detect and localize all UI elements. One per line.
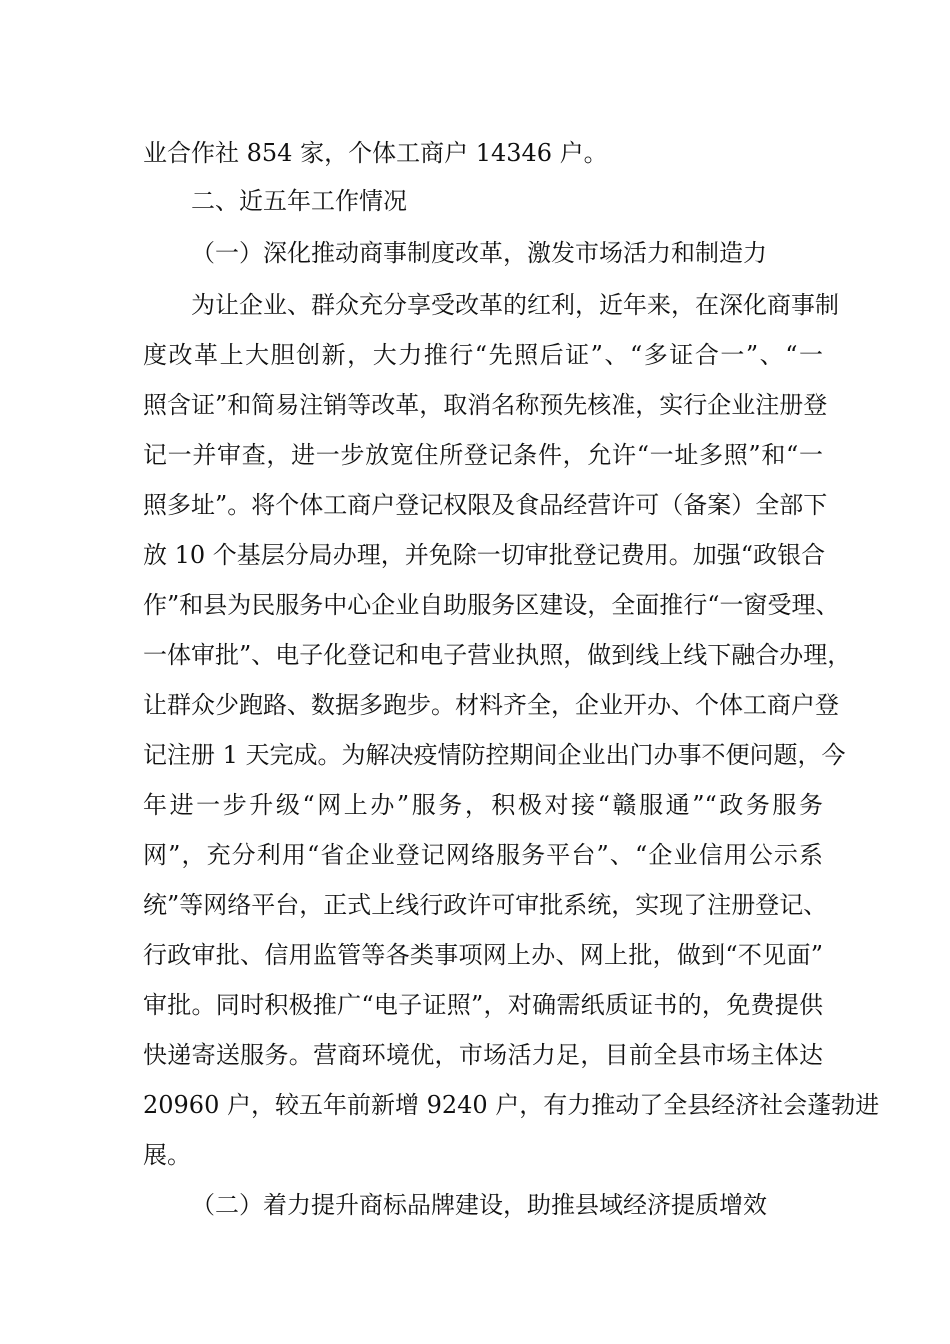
body-text-line: 审批。同时积极推广“电子证照”，对确需纸质证书的，免费提供 (143, 991, 823, 1019)
body-text-line: 行政审批、信用监管等各类事项网上办、网上批，做到“不见面” (143, 941, 823, 969)
body-text-line: 记注册 1 天完成。为解决疫情防控期间企业出门办事不便问题，今 (143, 741, 846, 769)
body-text-line: 照多址”。将个体工商户登记权限及食品经营许可（备案）全部下 (143, 491, 828, 519)
body-text-line: 年进一步升级“网上办”服务，积极对接“赣服通”“政务服务 (143, 791, 823, 819)
body-text-line: 快递寄送服务。营商环境优，市场活力足，目前全县市场主体达 (143, 1041, 823, 1069)
subsection-heading: （二）着力提升商标品牌建设，助推县域经济提质增效 (191, 1191, 767, 1219)
body-text-line: 展。 (143, 1141, 191, 1169)
body-text-line: 照含证”和简易注销等改革，取消名称预先核准，实行企业注册登 (143, 391, 828, 419)
body-text-line: 统”等网络平台，正式上线行政许可审批系统，实现了注册登记、 (143, 891, 828, 919)
section-heading: 二、近五年工作情况 (191, 187, 407, 215)
body-text-line: 作”和县为民服务中心企业自助服务区建设，全面推行“一窗受理、 (143, 591, 840, 619)
body-text-line: 记一并审查，进一步放宽住所登记条件，允许“一址多照”和“一 (143, 441, 823, 469)
body-text-line: 让群众少跑路、数据多跑步。材料齐全，企业开办、个体工商户登 (143, 691, 839, 719)
body-text-line: 一体审批”、电子化登记和电子营业执照，做到线上线下融合办理， (143, 641, 852, 669)
body-text-line: 业合作社 854 家，个体工商户 14346 户。 (143, 139, 608, 167)
body-text-line: 为让企业、群众充分享受改革的红利，近年来，在深化商事制 (191, 291, 839, 319)
body-text-line: 放 10 个基层分局办理，并免除一切审批登记费用。加强“政银合 (143, 541, 826, 569)
subsection-heading: （一）深化推动商事制度改革，激发市场活力和制造力 (191, 239, 767, 267)
body-text-line: 网”，充分利用“省企业登记网络服务平台”、“企业信用公示系 (143, 841, 823, 869)
body-text-line: 度改革上大胆创新，大力推行“先照后证”、“多证合一”、“一 (143, 341, 823, 369)
body-text-line: 20960 户，较五年前新增 9240 户，有力推动了全县经济社会蓬勃进 (143, 1091, 880, 1119)
